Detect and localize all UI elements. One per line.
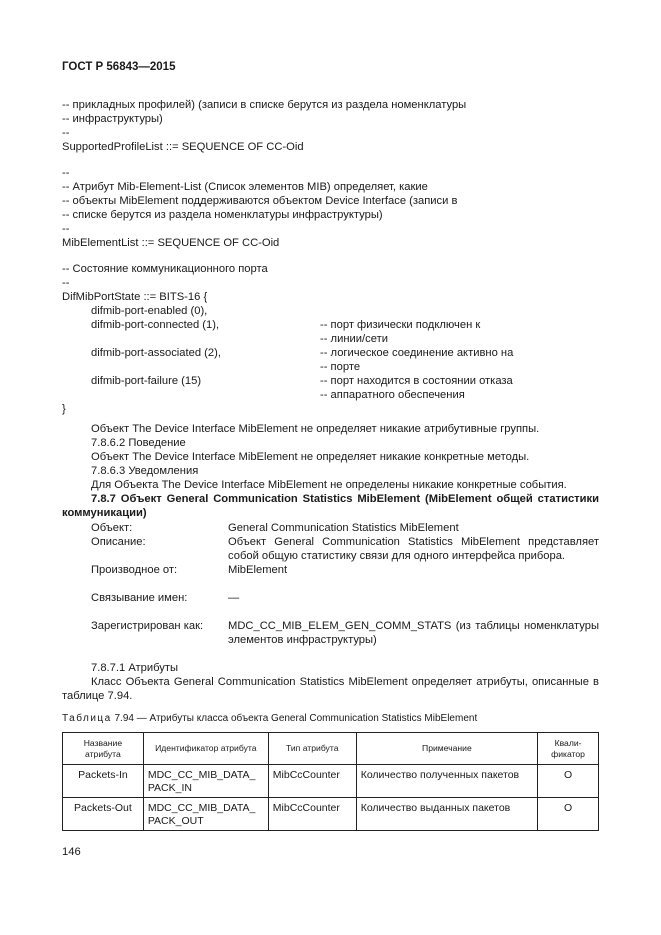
- code-row: difmib-port-failure (15) -- порт находится в состоянии отказа: [91, 375, 513, 387]
- paragraph: Класс Объекта General Communication Statistics MibElement определяет атрибуты, описанные в таблице 7.94.: [62, 676, 599, 702]
- code-line: --: [62, 167, 70, 179]
- column-header: Идентификатор атрибута: [143, 733, 268, 765]
- subsection-title: 7.8.6.3 Уведомления: [91, 465, 199, 477]
- code-row: -- линии/сети: [320, 333, 388, 345]
- definition-key: Связывание имен:: [91, 592, 188, 604]
- code-line: MibElementList ::= SEQUENCE OF CC-Oid: [62, 237, 280, 249]
- table-cell: Packets-In: [63, 765, 144, 798]
- subsection-title: 7.8.6.2 Поведение: [91, 437, 186, 449]
- section-heading: 7.8.7 Объект General Communication Statistics MibElement (MibElement общей статистики коммуникации): [62, 493, 599, 519]
- code-block-profiles: [62, 98, 599, 154]
- table-cell: MDC_CC_MIB_DATA_ PACK_OUT: [143, 798, 268, 831]
- definition-key: Описание:: [91, 536, 146, 548]
- code-line: -- Атрибут Mib-Element-List (Список элементов MIB) определяет, какие: [62, 181, 428, 193]
- table-cell: MibCcCounter: [268, 798, 356, 831]
- document-header: ГОСТ Р 56843—2015: [62, 61, 176, 73]
- table-cell: O: [538, 765, 599, 798]
- definition-row: [62, 563, 599, 577]
- definition-value: MibElement: [228, 564, 288, 576]
- code-line: -- Состояние коммуникационного порта: [62, 263, 268, 275]
- table-row: [63, 798, 599, 831]
- attributes-table: [62, 732, 599, 831]
- definition-value: —: [228, 592, 240, 604]
- definition-value: Объект General Communication Statistics MibElement представляет собой общую статистику связи для одного интерфейса прибора.: [228, 536, 599, 562]
- column-header: Квали-фикатор: [538, 733, 599, 765]
- code-line: }: [62, 403, 66, 415]
- code-line: -- списке берутся из раздела номенклатуры инфраструктуры): [62, 209, 383, 221]
- paragraph: Объект The Device Interface MibElement не определяет никакие атрибутивные группы.: [91, 423, 540, 435]
- table-cell: O: [538, 798, 599, 831]
- table-cell: Packets-Out: [63, 798, 144, 831]
- code-row: difmib-port-enabled (0),: [91, 305, 208, 317]
- definition-key: Объект:: [91, 522, 133, 534]
- column-header: Тип атрибута: [268, 733, 356, 765]
- column-header: Примечание: [356, 733, 537, 765]
- definition-key: Производное от:: [91, 564, 178, 576]
- table-cell: Количество выданных пакетов: [356, 798, 537, 831]
- document-page: [62, 60, 599, 831]
- definition-value: MDC_CC_MIB_ELEM_GEN_COMM_STATS (из таблицы номенклатуры элементов инфраструктуры): [228, 620, 599, 646]
- code-row: -- порте: [320, 361, 361, 373]
- subsection-title: 7.8.7.1 Атрибуты: [91, 662, 179, 674]
- code-line: --: [62, 277, 70, 289]
- code-line: -- объекты MibElement поддерживаются объектом Device Interface (записи в: [62, 195, 458, 207]
- table-caption: Таблица 7.94 — Атрибуты класса объекта General Communication Statistics MibElement: [62, 713, 478, 724]
- definition-row: [62, 591, 599, 605]
- object-definition: [62, 521, 599, 647]
- code-row: difmib-port-associated (2), -- логическое соединение активно на: [91, 347, 514, 359]
- code-row: -- аппаратного обеспечения: [320, 389, 465, 401]
- table-header-row: [63, 733, 599, 765]
- code-line: --: [62, 223, 70, 235]
- code-line: -- инфраструктуры): [62, 113, 163, 125]
- code-line: DifMibPortState ::= BITS-16 {: [62, 291, 208, 303]
- table-row: [63, 765, 599, 798]
- paragraph: Для Объекта The Device Interface MibElement не определены никакие конкретные события.: [91, 479, 567, 491]
- column-header: Название атрибута: [63, 733, 144, 765]
- table-cell: MibCcCounter: [268, 765, 356, 798]
- code-block-mib-elements: [62, 166, 599, 250]
- paragraph: Объект The Device Interface MibElement не определяет никакие конкретные методы.: [91, 451, 530, 463]
- table-cell: Количество полученных пакетов: [356, 765, 537, 798]
- page-number: 146: [62, 846, 81, 858]
- definition-row: [62, 535, 599, 563]
- table-cell: MDC_CC_MIB_DATA_ PACK_IN: [143, 765, 268, 798]
- definition-row: [62, 521, 599, 535]
- definition-key: Зарегистрирован как:: [91, 620, 204, 632]
- code-line: -- прикладных профилей) (записи в списке берутся из раздела номенклатуры: [62, 99, 467, 111]
- code-line: --: [62, 127, 70, 139]
- code-block-port-state: [62, 262, 599, 416]
- code-row: difmib-port-connected (1), -- порт физически подключен к: [91, 319, 481, 331]
- code-line: SupportedProfileList ::= SEQUENCE OF CC-Oid: [62, 141, 304, 153]
- definition-row: [62, 619, 599, 647]
- definition-value: General Communication Statistics MibElement: [228, 522, 459, 534]
